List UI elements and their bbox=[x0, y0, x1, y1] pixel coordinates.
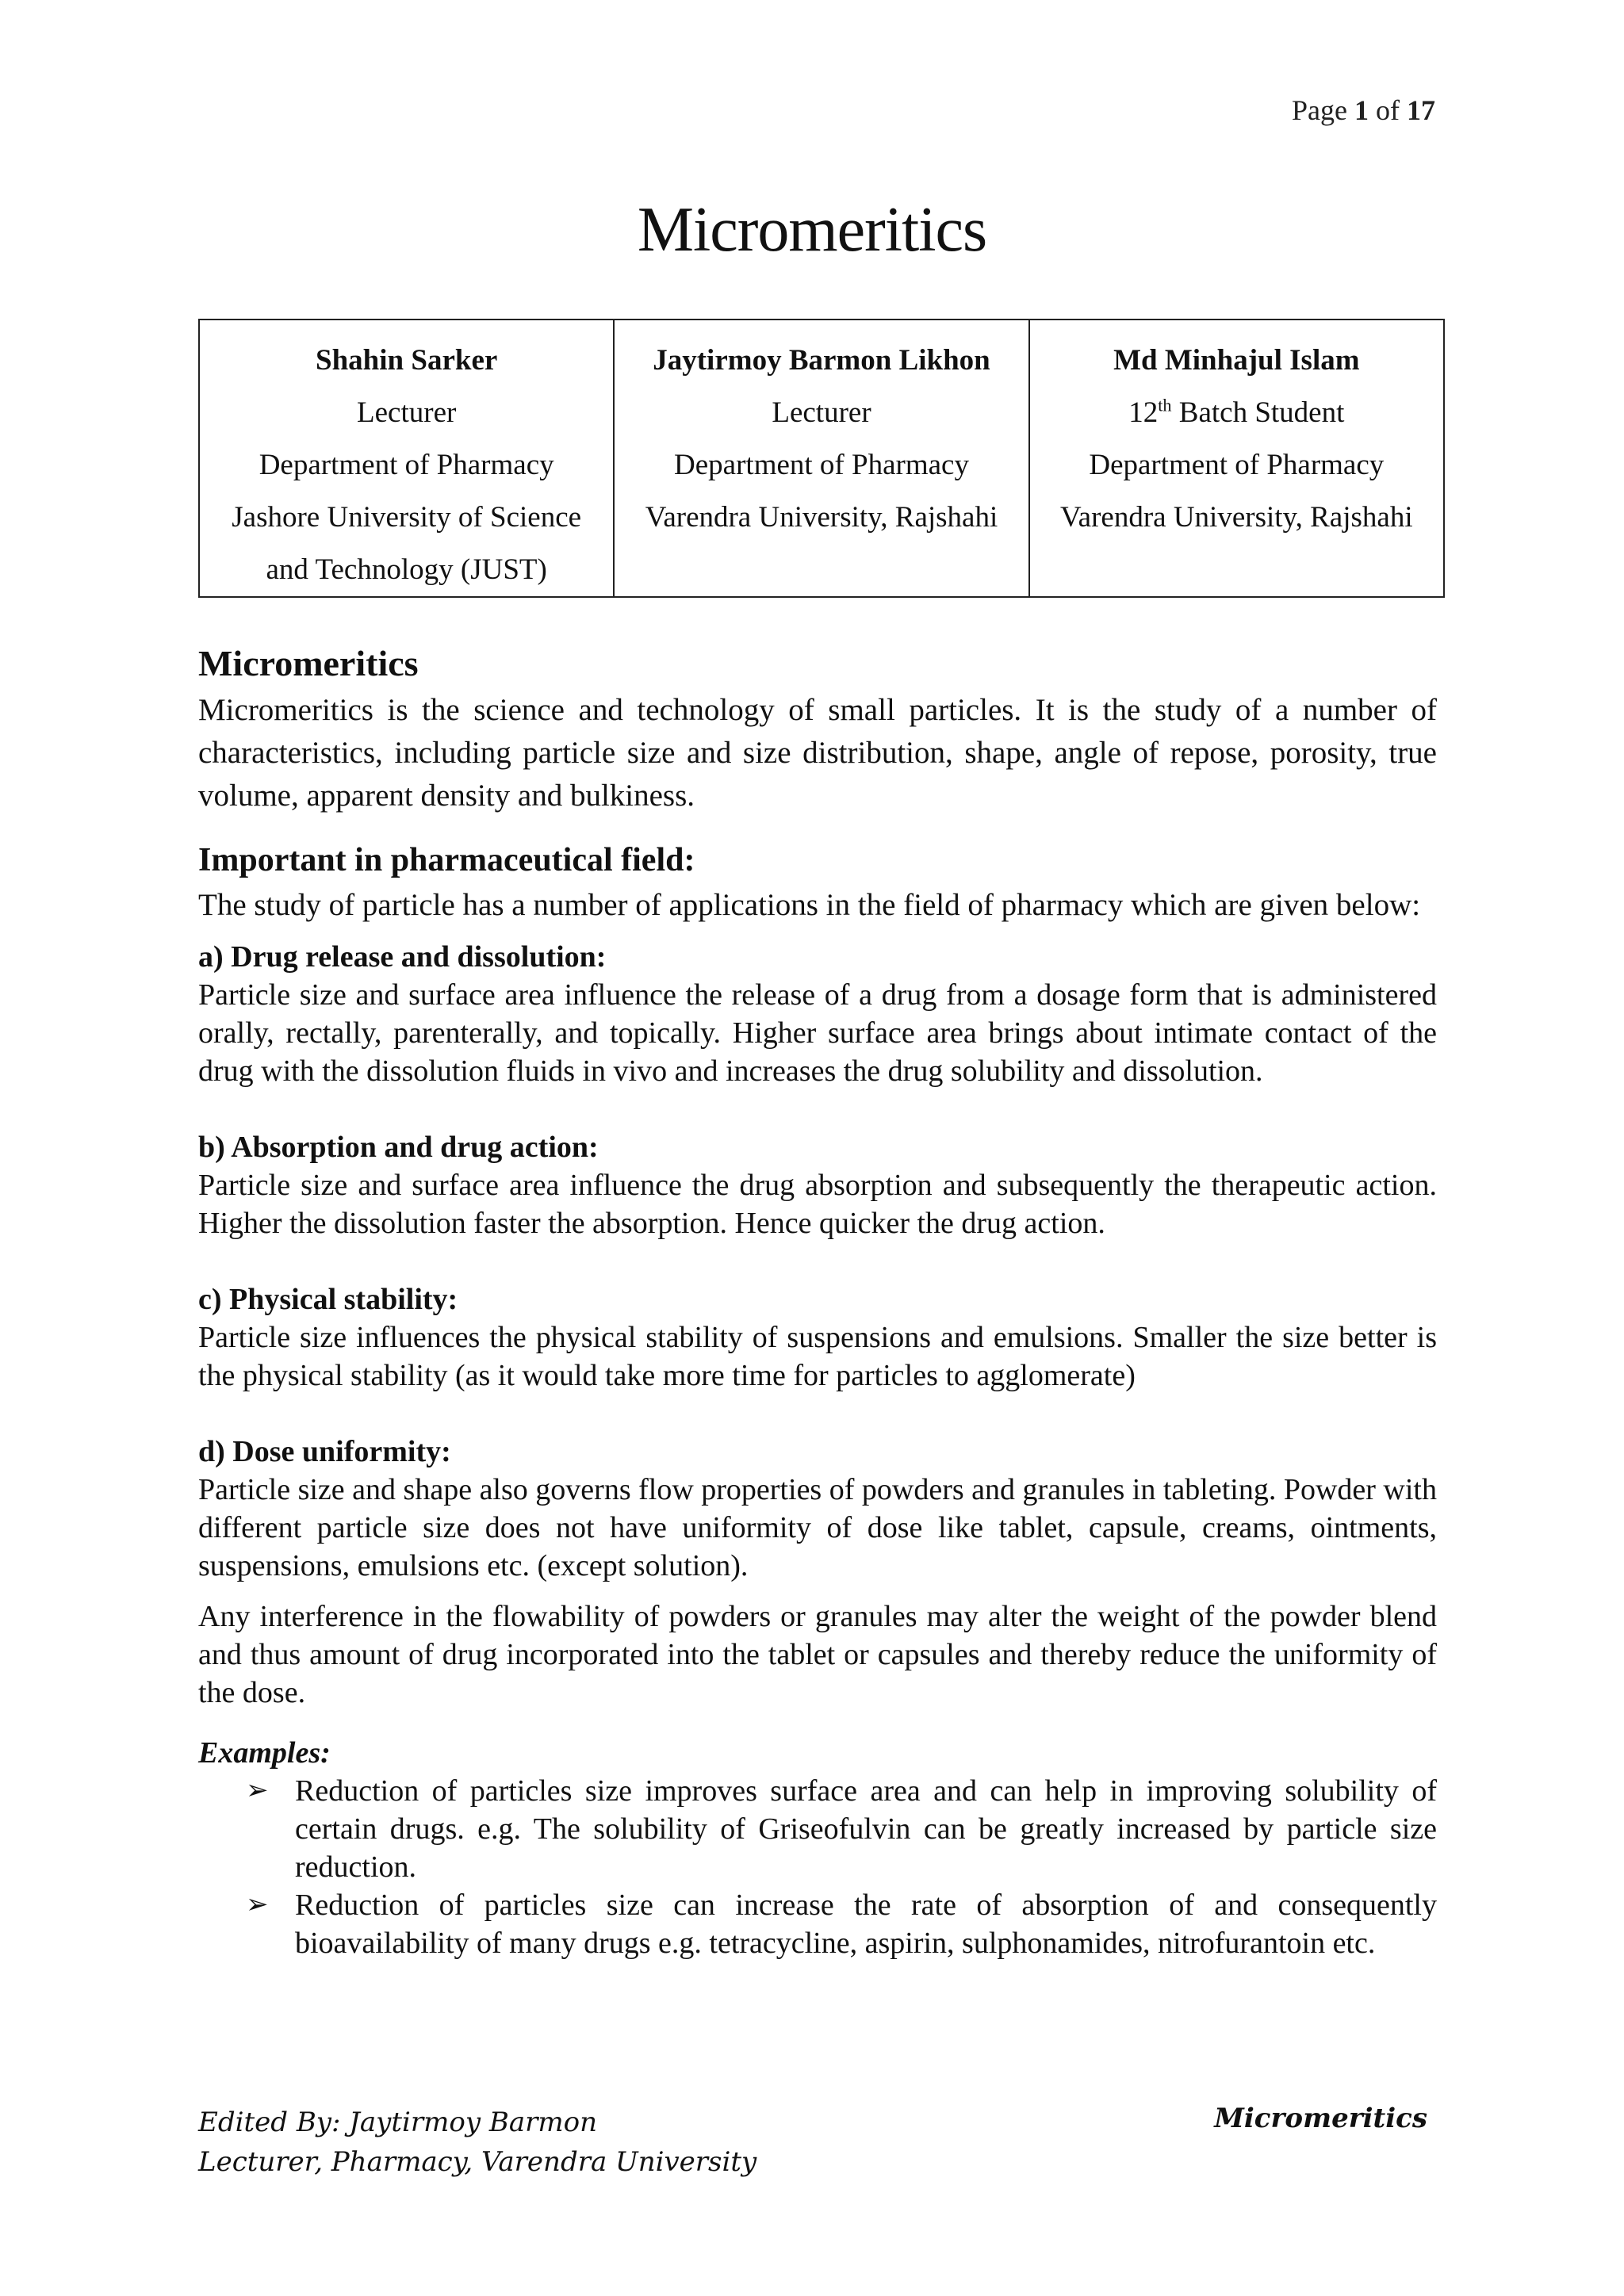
examples-list bbox=[198, 1772, 1437, 1962]
author-role: Lecturer bbox=[772, 396, 871, 429]
author-cell bbox=[199, 320, 614, 597]
author-role-rest: Batch Student bbox=[1171, 396, 1345, 429]
author-role-number: 12 bbox=[1128, 396, 1159, 429]
example-text: Reduction of particles size can increase the rate of absorption of and consequently bioavailability of many drugs e.g. tetracycline, aspirin, sulphonamides, nitrofurantoin etc. bbox=[295, 1888, 1437, 1960]
intro-paragraph: Micromeritics is the science and technology of small particles. It is the study of a number of characteristics, including particle size and size distribution, shape, angle of repose, porosity, true volume, apparent density and bulkiness. bbox=[198, 693, 1437, 813]
section-text: Particle size and shape also governs flow properties of powders and granules in tableting. Powder with different particle size does not have uniformity of dose like tablet, capsule, creams, ointments, suspensions, emulsions etc. (except solution). bbox=[198, 1473, 1437, 1582]
arrow-bullet-icon: ➢ bbox=[246, 1776, 269, 1805]
footer-line-2: Lecturer, Pharmacy, Varendra University bbox=[198, 2146, 757, 2178]
page-number bbox=[1292, 94, 1435, 127]
section-text-2: Any interference in the flowability of powders or granules may alter the weight of the powder blend and thus amount of drug incorporated into the tablet or capsules and thereby reduce the uniformity of the dose. bbox=[198, 1600, 1437, 1709]
section-title: b) Absorption and drug action: bbox=[198, 1131, 599, 1164]
author-name: Md Minhajul Islam bbox=[1113, 344, 1360, 377]
section-title: c) Physical stability: bbox=[198, 1283, 458, 1316]
page-of: of bbox=[1376, 94, 1400, 126]
list-item bbox=[246, 1772, 1437, 1886]
author-role: Lecturer bbox=[357, 396, 457, 429]
importance-paragraph: The study of particle has a number of applications in the field of pharmacy which are given below: bbox=[198, 888, 1421, 922]
page-total: 17 bbox=[1407, 94, 1435, 126]
section-text: Particle size and surface area influence the drug absorption and subsequently the therapeutic action. Higher the dissolution faster the absorption. Hence quicker the drug action. bbox=[198, 1169, 1437, 1240]
footer-line-1: Edited By: Jaytirmoy Barmon bbox=[198, 2107, 598, 2138]
author-cell bbox=[614, 320, 1028, 597]
intro-heading: Micromeritics bbox=[198, 643, 419, 683]
author-institution: Jashore University of Science bbox=[232, 501, 582, 534]
author-institution: Varendra University, Rajshahi bbox=[645, 501, 998, 534]
footer-editor bbox=[198, 2103, 756, 2182]
page-current: 1 bbox=[1354, 94, 1369, 126]
footer-title: Micromeritics bbox=[1214, 2103, 1427, 2134]
author-role-suffix: th bbox=[1158, 395, 1172, 415]
main-content bbox=[198, 642, 1437, 1962]
section-title: d) Dose uniformity: bbox=[198, 1435, 451, 1468]
section-text: Particle size and surface area influence the release of a drug from a dosage form that is administered orally, rectally, parenterally, and topically. Higher surface area brings about intimate contact of the drug with the dissolution fluids in vivo and increases the drug solubility and dissolution. bbox=[198, 978, 1437, 1088]
section-title: a) Drug release and dissolution: bbox=[198, 940, 607, 974]
example-text: Reduction of particles size improves surface area and can help in improving solubility of certain drugs. e.g. The solubility of Griseofulvin can be greatly increased by particle size reduction. bbox=[295, 1774, 1437, 1884]
author-name: Jaytirmoy Barmon Likhon bbox=[653, 344, 990, 377]
author-department: Department of Pharmacy bbox=[259, 449, 554, 481]
importance-heading: Important in pharmaceutical field: bbox=[198, 842, 695, 878]
page-prefix: Page bbox=[1292, 94, 1347, 126]
author-institution: Varendra University, Rajshahi bbox=[1060, 501, 1413, 534]
author-cell bbox=[1029, 320, 1444, 597]
document-title: Micromeritics bbox=[637, 195, 987, 265]
author-name: Shahin Sarker bbox=[316, 344, 498, 377]
author-role bbox=[1041, 387, 1432, 439]
author-department: Department of Pharmacy bbox=[1089, 449, 1385, 481]
examples-heading: Examples: bbox=[198, 1736, 331, 1770]
section-text: Particle size influences the physical stability of suspensions and emulsions. Smaller the size better is the physical stability (as it would take more time for particles to agglomerate) bbox=[198, 1321, 1437, 1392]
author-institution-cont: and Technology (JUST) bbox=[266, 553, 547, 586]
list-item bbox=[246, 1886, 1437, 1962]
author-department: Department of Pharmacy bbox=[674, 449, 969, 481]
authors-table bbox=[198, 319, 1445, 598]
arrow-bullet-icon: ➢ bbox=[246, 1890, 269, 1919]
